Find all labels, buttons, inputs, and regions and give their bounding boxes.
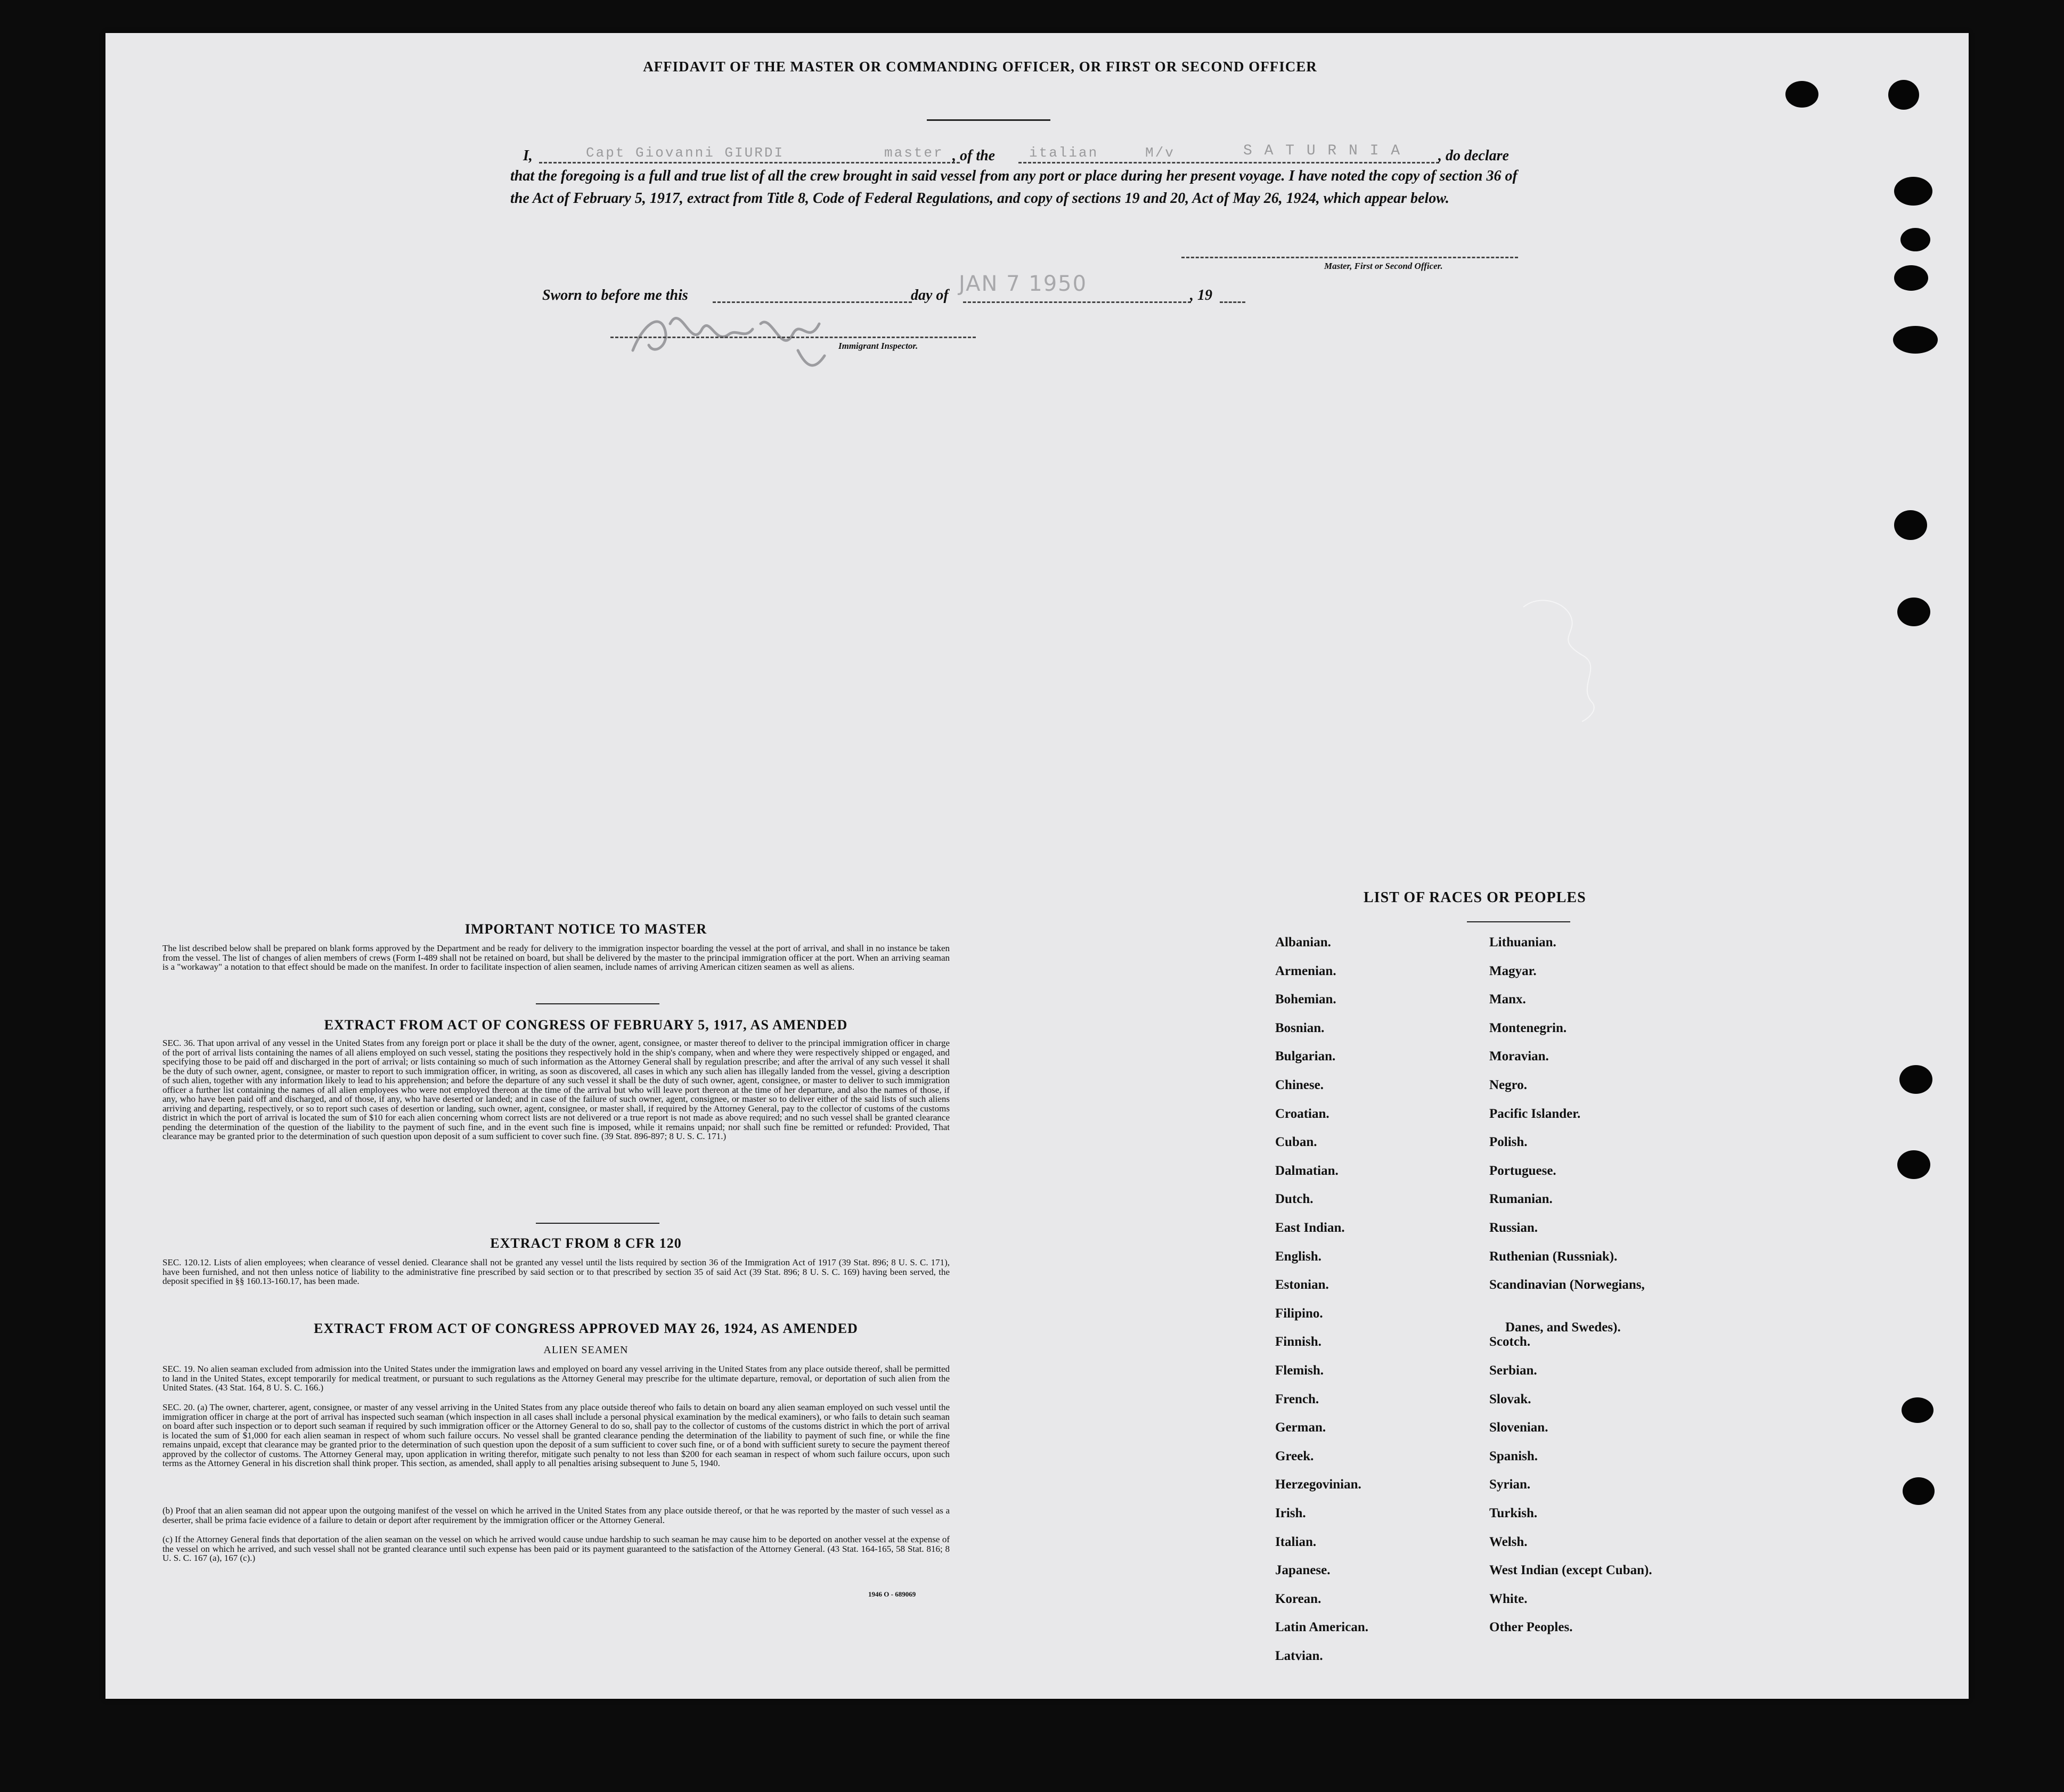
race-item: Danes, and Swedes). bbox=[1505, 1320, 1621, 1335]
race-item: Serbian. bbox=[1489, 1363, 1537, 1378]
race-item: Korean. bbox=[1275, 1591, 1321, 1606]
race-item: Welsh. bbox=[1489, 1534, 1528, 1549]
race-item: Scandinavian (Norwegians, bbox=[1489, 1278, 1645, 1292]
race-item: White. bbox=[1489, 1591, 1528, 1606]
typed-vessel-type: M/v bbox=[1145, 145, 1175, 161]
race-item: Italian. bbox=[1275, 1534, 1317, 1549]
race-item: East Indian. bbox=[1275, 1221, 1345, 1235]
race-item: Filipino. bbox=[1275, 1306, 1323, 1321]
binder-hole bbox=[1894, 510, 1927, 540]
inspector-label: Immigrant Inspector. bbox=[838, 341, 918, 351]
race-item: Moravian. bbox=[1489, 1049, 1549, 1064]
race-item: Lithuanian. bbox=[1489, 935, 1556, 950]
binder-hole bbox=[1900, 228, 1930, 251]
race-item: Bulgarian. bbox=[1275, 1049, 1336, 1064]
extract-1924-sec20b: (b) Proof that an alien seaman did not appear upon the outgoing manifest of the vessel on which he arrived in the United States from any place outside thereof, or that he was reported by the master of such vessel as a deserter, shall be prima facie evidence of a failure to detain or deport after requirement by the immigration officer or the Attorney General. bbox=[162, 1505, 950, 1525]
declaration-mid: , of the bbox=[952, 148, 996, 164]
race-item: Rumanian. bbox=[1489, 1192, 1553, 1207]
race-item: Japanese. bbox=[1275, 1563, 1331, 1578]
race-item: Chinese. bbox=[1275, 1078, 1324, 1092]
binder-hole bbox=[1785, 81, 1818, 108]
name-line bbox=[539, 162, 960, 163]
race-item: Dalmatian. bbox=[1275, 1163, 1339, 1178]
race-item: Cuban. bbox=[1275, 1135, 1317, 1150]
race-item: Greek. bbox=[1275, 1449, 1314, 1463]
race-item: Latin American. bbox=[1275, 1620, 1368, 1635]
typed-vessel-name: S A T U R N I A bbox=[1243, 143, 1402, 159]
race-item: Manx. bbox=[1489, 992, 1526, 1007]
extract-1917-body: SEC. 36. That upon arrival of any vessel in the United States from any foreign port or place it shall be the duty of the owner, agent, consignee, or master thereof to deliver to the principal immigration officer in charge of the port of arrival lists containing the names of all aliens employed on such vessel, stating the positions they respectively hold in the ship's company, when and where they were respectively shipped or engaged, and specifying those to be paid off and discharged in the port of arrival; or lists containing so much of such information as the Attorney General shall by regulation prescribe; and after the arrival of any such vessel it shall be the duty of such owner, agent, consignee, or master to report to such immigration officer, in writing, as soon as discovered, all cases in which any such alien has illegally landed from the vessel, giving a description of such alien, together with any information likely to lead to his apprehension; and before the departure of any such vessel it shall be the duty of such owner, agent, consignee, or master to deliver to such immigration officer a further list containing the names of all alien employees who were not employed thereon at the time of the arrival but who will leave port thereon at the time of her departure, and also the names of those, if any, who have been paid off and discharged, and of those, if any, who have deserted or landed; and in case of the failure of such owner, agent, consignee, or master so to deliver either of the said lists of such aliens arriving and departing, respectively, or so to report such cases of desertion or landing, such owner, agent, consignee, or master shall, if required by the Attorney General, pay to the collector of customs of the customs district in which the port of arrival is located the sum of $10 for each alien concerning whom correct lists are not delivered or a true report is not made as above required; and no such vessel shall be granted clearance pending the determination of the question of the liability to the payment of such fine, and in the event such fine is imposed, while it remains unpaid; nor shall such fine be remitted or refunded: Provided, That clearance may be granted prior to the determination of such question upon deposit of a sum sufficient to cover such fine. (39 Stat. 896-897; 8 U. S. C. 171.) bbox=[162, 1038, 950, 1141]
vessel-line bbox=[1018, 162, 1439, 163]
race-item: Slovak. bbox=[1489, 1392, 1531, 1406]
races-title: LIST OF RACES OR PEOPLES bbox=[1364, 889, 1586, 906]
race-item: West Indian (except Cuban). bbox=[1489, 1563, 1652, 1578]
race-item: Polish. bbox=[1489, 1135, 1528, 1150]
race-item: Irish. bbox=[1275, 1506, 1306, 1520]
race-item: Turkish. bbox=[1489, 1506, 1538, 1520]
race-item: Negro. bbox=[1489, 1078, 1528, 1092]
race-item: Portuguese. bbox=[1489, 1163, 1556, 1178]
extract-1924-sec20a: SEC. 20. (a) The owner, charterer, agent, consignee, or master of any vessel arriving in the United States from any place outside thereof who fails to detain on board any alien seaman employed on such vessel until the immigration officer in charge at the port of arrival has inspected such seaman (which inspection in all cases shall include a personal physical examination by the medical examiners), or who fails to detain such seaman on board after such inspection or to deport such seaman if required by such immigration officer or the Attorney General to do so, shall pay to the collector of customs of the customs district in which the port of arrival is located the sum of $1,000 for each alien seaman in respect of whom such failure occurs. No vessel shall be granted clearance pending the determination of the liability to payment of such fine, or while the fine remains unpaid, except that clearance may be granted prior to the determination of such question upon the deposit of a sum sufficient to cover such fine, or of a bond with sufficient surety to secure the payment thereof approved by the collector of customs. The Attorney General may, upon application in writing therefor, mitigate such penalty to not less than $200 for each seaman in respect of whom such failure occurs, upon such terms as the Attorney General in his discretion shall think proper. This section, as amended, shall apply to all penalties arising subsequent to June 5, 1940. bbox=[162, 1402, 950, 1468]
race-item: Scotch. bbox=[1489, 1335, 1531, 1349]
race-item: English. bbox=[1275, 1249, 1321, 1264]
binder-hole bbox=[1899, 1065, 1932, 1094]
race-item: French. bbox=[1275, 1392, 1319, 1406]
race-item: Ruthenian (Russniak). bbox=[1489, 1249, 1618, 1264]
binder-hole bbox=[1903, 1477, 1935, 1505]
typed-name: Capt Giovanni GIURDI bbox=[586, 145, 785, 161]
race-item: Armenian. bbox=[1275, 963, 1336, 978]
race-item: Latvian. bbox=[1275, 1649, 1323, 1663]
inspector-signature bbox=[622, 292, 878, 372]
typed-nationality: italian bbox=[1029, 145, 1099, 161]
extract-1924-sec19: SEC. 19. No alien seaman excluded from admission into the United States under the immigration laws and employed on board any vessel arriving in the United States from any place outside thereof, shall be permitted to land in the United States, except temporarily for medical treatment, or pursuant to such regulations as the Attorney General may prescribe for the ultimate departure, removal, or deportation of such alien from the United States. (43 Stat. 164, 8 U. S. C. 166.) bbox=[162, 1364, 950, 1393]
declaration-body: that the foregoing is a full and true list of all the crew brought in said vessel from any port or place during her present voyage. I have noted the copy of section 36 of the Act of February 5, 1917, extract from Title 8, Code of Federal Regulations, and copy of sections 19 and 20, Act of May 26, 1924, which appear below. bbox=[510, 168, 1518, 207]
race-item: Dutch. bbox=[1275, 1192, 1314, 1207]
race-item: Estonian. bbox=[1275, 1278, 1329, 1292]
paper-scratch bbox=[1518, 591, 1614, 724]
race-item: Pacific Islander. bbox=[1489, 1106, 1581, 1121]
race-item: Magyar. bbox=[1489, 963, 1537, 978]
sworn-year: , 19 bbox=[1190, 287, 1212, 304]
race-item: Flemish. bbox=[1275, 1363, 1324, 1378]
sworn-day: day of bbox=[911, 287, 949, 304]
master-signature-line bbox=[1181, 257, 1518, 258]
race-item: Bohemian. bbox=[1275, 992, 1336, 1007]
race-item: Syrian. bbox=[1489, 1477, 1531, 1492]
inspector-line bbox=[610, 337, 976, 338]
race-item: Herzegovinian. bbox=[1275, 1477, 1361, 1492]
print-code: 1946 O - 689069 bbox=[868, 1590, 916, 1598]
sworn-year-line bbox=[1220, 301, 1245, 303]
declaration-prefix: I, bbox=[523, 148, 533, 164]
extract-1924-sec20c: (c) If the Attorney General finds that deportation of the alien seaman on the vessel on which he arrived would cause undue hardship to such seaman he may cause him to be deported on another vessel at the expense of the vessel on which he arrived, and such vessel shall not be granted clearance until such expense has been paid or its payment guaranteed to the satisfaction of the Attorney General. (43 Stat. 164-165, 58 Stat. 816; 8 U. S. C. 167 (a), 167 (c).) bbox=[162, 1534, 950, 1563]
extract-cfr-title: EXTRACT FROM 8 CFR 120 bbox=[490, 1235, 682, 1251]
races-divider bbox=[1467, 921, 1570, 922]
sworn-prefix: Sworn to before me this bbox=[542, 287, 688, 304]
race-item: Finnish. bbox=[1275, 1335, 1321, 1349]
binder-hole bbox=[1893, 326, 1938, 354]
binder-hole bbox=[1897, 1150, 1930, 1179]
title-underline bbox=[927, 119, 1050, 121]
notice-body: The list described below shall be prepared on blank forms approved by the Department and be ready for delivery to the immigration inspector boarding the vessel at the port of arrival, and shall in no instance be taken from the vessel. The list of changes of alien members of crews (Form I-489 shall not be retained on board, but shall be delivered by the master to the principal immigration officer at the port. When an arriving seaman is a "workaway" a notation to that effect should be made on the manifest. In order to facilitate inspection of alien seamen, include names of arriving American citizen seamen as well as aliens. bbox=[162, 943, 950, 972]
race-item: Croatian. bbox=[1275, 1106, 1329, 1121]
binder-hole bbox=[1894, 265, 1928, 291]
notice-title: IMPORTANT NOTICE TO MASTER bbox=[464, 921, 707, 937]
sworn-month-line bbox=[963, 301, 1191, 303]
race-item: Slovenian. bbox=[1489, 1420, 1548, 1435]
race-item: Montenegrin. bbox=[1489, 1020, 1567, 1035]
declaration-suffix: , do declare bbox=[1438, 148, 1509, 164]
extract-1924-subtitle: ALIEN SEAMEN bbox=[543, 1344, 629, 1356]
binder-hole bbox=[1902, 1397, 1934, 1423]
divider bbox=[536, 1003, 659, 1004]
race-item: Albanian. bbox=[1275, 935, 1331, 950]
binder-hole bbox=[1894, 177, 1932, 206]
extract-1924-title: EXTRACT FROM ACT OF CONGRESS APPROVED MAY 26, 1924, AS AMENDED bbox=[314, 1321, 858, 1336]
typed-rank: master bbox=[884, 145, 944, 161]
extract-cfr-body: SEC. 120.12. Lists of alien employees; when clearance of vessel denied. Clearance shall not be granted any vessel until the lists required by section 36 of the Immigration Act of 1917 (39 Stat. 896; 8 U. S. C. 171), have been furnished, and not then unless notice of liability to the administrative fine prescribed by said section or to that prescribed by section 35 of said Act (39 Stat. 896; 8 U. S. C. 169) having been served, the deposit specified in §§ 160.13-160.17, has been made. bbox=[162, 1257, 950, 1286]
race-item: Russian. bbox=[1489, 1221, 1538, 1235]
master-label: Master, First or Second Officer. bbox=[1324, 261, 1443, 271]
race-item: Other Peoples. bbox=[1489, 1620, 1573, 1635]
binder-hole bbox=[1897, 598, 1930, 626]
race-item: Spanish. bbox=[1489, 1449, 1538, 1463]
extract-1917-title: EXTRACT FROM ACT OF CONGRESS OF FEBRUARY 5, 1917, AS AMENDED bbox=[324, 1017, 848, 1033]
divider bbox=[536, 1223, 659, 1224]
race-item: German. bbox=[1275, 1420, 1326, 1435]
affidavit-title: AFFIDAVIT OF THE MASTER OR COMMANDING OFFICER, OR FIRST OR SECOND OFFICER bbox=[643, 59, 1317, 75]
race-item: Bosnian. bbox=[1275, 1020, 1325, 1035]
binder-hole bbox=[1888, 80, 1919, 110]
date-stamp: JAN 7 1950 bbox=[959, 272, 1088, 296]
